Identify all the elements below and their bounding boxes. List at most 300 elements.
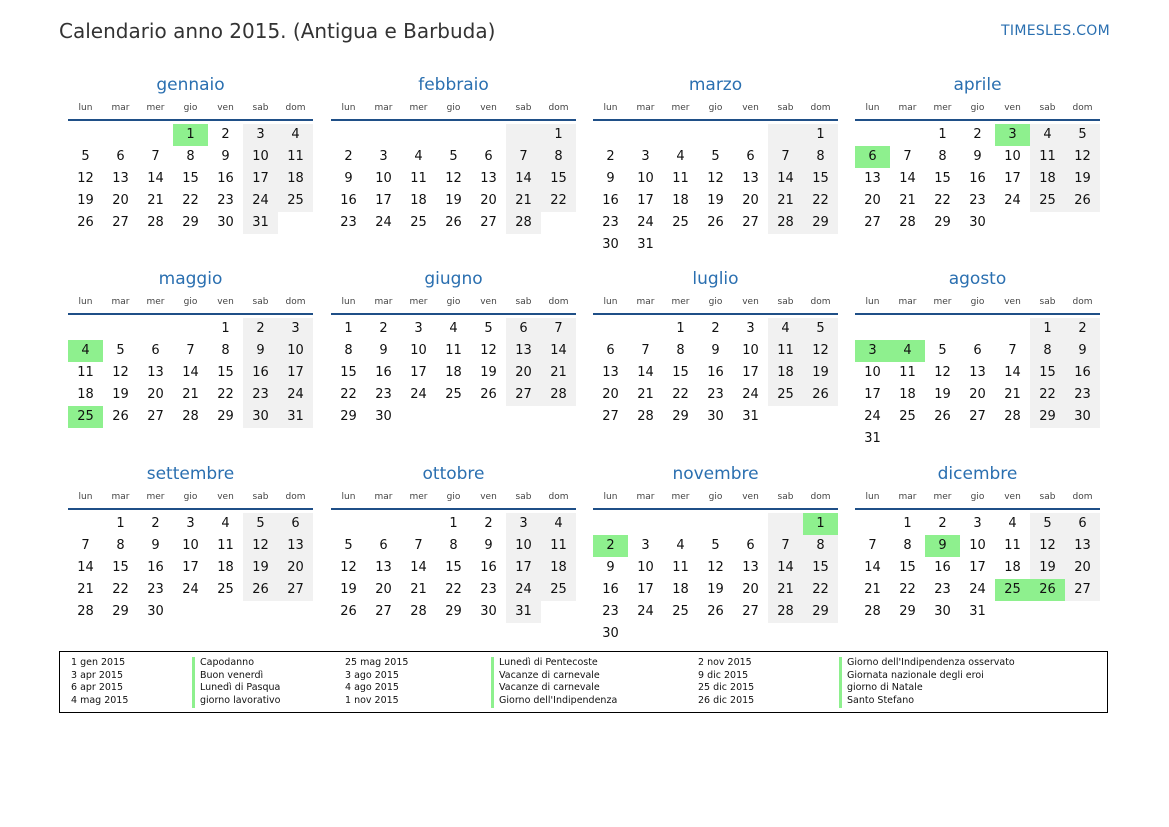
- day-cell: 21: [182, 387, 199, 402]
- day-cell: 22: [672, 387, 689, 402]
- empty-cell: [628, 513, 663, 535]
- weekday-label: dom: [548, 297, 569, 307]
- empty-cell: [1030, 428, 1065, 450]
- day-cell: 10: [1004, 149, 1021, 164]
- month-ottobre: [331, 464, 576, 623]
- month-novembre: [593, 464, 838, 645]
- day-cell: 14: [899, 171, 916, 186]
- weekday-label: mer: [146, 492, 165, 502]
- day-cell: 8: [1030, 340, 1065, 362]
- weekday-label: sab: [252, 103, 269, 113]
- weekday-label: mer: [671, 103, 690, 113]
- month-name: febbraio: [418, 75, 489, 95]
- day-cell: 27: [1065, 579, 1100, 601]
- day-cell: 16: [243, 362, 278, 384]
- day-cell: 11: [672, 560, 689, 575]
- day-cell: 17: [969, 560, 986, 575]
- day-cell: 10: [637, 171, 654, 186]
- day-grid: [331, 318, 576, 428]
- day-cell: 14: [506, 168, 541, 190]
- day-cell: 12: [445, 171, 462, 186]
- day-cell: 12: [77, 171, 94, 186]
- weekday-label: mer: [146, 297, 165, 307]
- month-name: dicembre: [937, 464, 1018, 484]
- day-cell: 3: [186, 516, 195, 531]
- month-luglio: [593, 269, 838, 428]
- weekday-header: [68, 101, 313, 121]
- day-cell: 6: [746, 538, 755, 553]
- month-settembre: [68, 464, 313, 623]
- day-cell: 31: [243, 212, 278, 234]
- day-cell: 23: [934, 582, 951, 597]
- weekday-label: mer: [409, 492, 428, 502]
- day-cell: 9: [711, 343, 720, 358]
- empty-cell: [243, 601, 278, 623]
- empty-cell: [890, 318, 925, 340]
- day-cell: 8: [541, 146, 576, 168]
- day-cell: 5: [81, 149, 90, 164]
- weekday-label: ven: [1004, 492, 1021, 502]
- day-cell: 9: [379, 343, 388, 358]
- weekday-label: gio: [183, 103, 198, 113]
- day-cell: 10: [410, 343, 427, 358]
- day-cell: 27: [375, 604, 392, 619]
- weekday-label: dom: [1072, 492, 1093, 502]
- empty-cell: [541, 406, 576, 428]
- day-cell: 3: [973, 516, 982, 531]
- day-cell: 25: [672, 215, 689, 230]
- day-cell: 10: [182, 538, 199, 553]
- day-cell: 17: [410, 365, 427, 380]
- day-cell: 13: [969, 365, 986, 380]
- day-cell: 4: [449, 321, 458, 336]
- weekday-label: sab: [515, 492, 532, 502]
- day-cell: 5: [1030, 513, 1065, 535]
- day-cell: 11: [445, 343, 462, 358]
- weekday-label: gio: [183, 492, 198, 502]
- day-cell: 5: [243, 513, 278, 535]
- day-cell: 4: [676, 538, 685, 553]
- day-cell: 22: [217, 387, 234, 402]
- weekday-label: mer: [933, 492, 952, 502]
- day-cell: 15: [672, 365, 689, 380]
- day-cell: 27: [969, 409, 986, 424]
- day-cell: 17: [637, 193, 654, 208]
- day-cell: 27: [602, 409, 619, 424]
- day-cell: 7: [151, 149, 160, 164]
- day-cell: 4: [1008, 516, 1017, 531]
- day-cell: 3: [641, 538, 650, 553]
- day-cell: 24: [506, 579, 541, 601]
- day-cell: 16: [969, 171, 986, 186]
- empty-cell: [471, 406, 506, 428]
- day-cell: 9: [1065, 340, 1100, 362]
- day-cell: 19: [445, 193, 462, 208]
- day-cell: 29: [445, 604, 462, 619]
- empty-cell: [768, 406, 803, 428]
- day-cell: 9: [606, 171, 615, 186]
- day-cell: 24: [410, 387, 427, 402]
- day-cell: 30: [375, 409, 392, 424]
- weekday-label: gio: [970, 492, 985, 502]
- empty-cell: [506, 124, 541, 146]
- empty-cell: [698, 623, 733, 645]
- holiday-date: 6 apr 2015: [71, 682, 124, 694]
- day-cell: 27: [742, 604, 759, 619]
- day-cell: 14: [182, 365, 199, 380]
- day-cell: 14: [147, 171, 164, 186]
- day-cell: 17: [506, 557, 541, 579]
- empty-cell: [733, 513, 768, 535]
- weekday-label: lun: [603, 492, 618, 502]
- day-cell: 29: [112, 604, 129, 619]
- day-cell: 19: [340, 582, 357, 597]
- day-cell: 26: [480, 387, 497, 402]
- month-name: gennaio: [156, 75, 225, 95]
- empty-cell: [663, 513, 698, 535]
- day-cell: 2: [151, 516, 160, 531]
- day-cell: 5: [484, 321, 493, 336]
- day-cell: 21: [768, 190, 803, 212]
- day-cell: 6: [1065, 513, 1100, 535]
- empty-cell: [768, 623, 803, 645]
- day-cell: 16: [1065, 362, 1100, 384]
- day-cell: 28: [768, 601, 803, 623]
- day-cell: 17: [1004, 171, 1021, 186]
- day-cell: 7: [868, 538, 877, 553]
- weekday-label: mer: [409, 297, 428, 307]
- weekday-label: ven: [217, 297, 234, 307]
- day-cell: 13: [147, 365, 164, 380]
- weekday-header: [68, 295, 313, 315]
- empty-cell: [733, 124, 768, 146]
- day-cell: 25: [995, 579, 1030, 601]
- month-name: giugno: [424, 269, 483, 289]
- holiday-date: 25 mag 2015: [345, 657, 409, 668]
- day-cell: 6: [855, 146, 890, 168]
- weekday-label: lun: [78, 492, 93, 502]
- day-grid: [331, 124, 576, 234]
- day-cell: 24: [637, 215, 654, 230]
- weekday-label: gio: [970, 297, 985, 307]
- day-cell: 4: [68, 340, 103, 362]
- empty-cell: [628, 124, 663, 146]
- day-cell: 19: [480, 365, 497, 380]
- holiday-date-column: [698, 657, 754, 708]
- day-cell: 24: [278, 384, 313, 406]
- day-cell: 5: [1065, 124, 1100, 146]
- day-cell: 5: [711, 149, 720, 164]
- day-cell: 10: [506, 535, 541, 557]
- month-gennaio: [68, 75, 313, 234]
- day-cell: 13: [742, 171, 759, 186]
- day-cell: 17: [278, 362, 313, 384]
- day-cell: 1: [803, 124, 838, 146]
- empty-cell: [768, 513, 803, 535]
- day-cell: 21: [864, 582, 881, 597]
- weekday-label: mar: [111, 103, 130, 113]
- day-cell: 8: [221, 343, 230, 358]
- day-cell: 18: [672, 582, 689, 597]
- weekday-label: gio: [446, 103, 461, 113]
- day-cell: 15: [803, 557, 838, 579]
- day-cell: 22: [934, 193, 951, 208]
- day-cell: 14: [768, 557, 803, 579]
- month-name: agosto: [948, 269, 1007, 289]
- day-cell: 24: [742, 387, 759, 402]
- day-cell: 19: [803, 362, 838, 384]
- day-cell: 1: [903, 516, 912, 531]
- day-cell: 9: [221, 149, 230, 164]
- day-cell: 31: [278, 406, 313, 428]
- day-cell: 15: [1030, 362, 1065, 384]
- day-cell: 28: [182, 409, 199, 424]
- day-cell: 12: [803, 340, 838, 362]
- day-cell: 2: [593, 535, 628, 557]
- day-cell: 13: [742, 560, 759, 575]
- day-cell: 1: [449, 516, 458, 531]
- day-cell: 19: [77, 193, 94, 208]
- day-cell: 21: [506, 190, 541, 212]
- weekday-label: lun: [865, 103, 880, 113]
- empty-cell: [960, 318, 995, 340]
- empty-cell: [138, 318, 173, 340]
- day-cell: 2: [344, 149, 353, 164]
- day-cell: 27: [506, 384, 541, 406]
- day-grid: [68, 513, 313, 623]
- day-cell: 6: [379, 538, 388, 553]
- day-cell: 3: [855, 340, 890, 362]
- month-agosto: [855, 269, 1100, 450]
- holiday-name: Giorno dell'Indipendenza: [491, 695, 617, 708]
- empty-cell: [803, 623, 838, 645]
- day-cell: 29: [672, 409, 689, 424]
- day-cell: 17: [742, 365, 759, 380]
- weekday-label: sab: [1039, 492, 1056, 502]
- weekday-label: sab: [1039, 103, 1056, 113]
- day-cell: 28: [1004, 409, 1021, 424]
- day-cell: 6: [746, 149, 755, 164]
- weekday-header: [68, 490, 313, 510]
- day-cell: 10: [969, 538, 986, 553]
- day-cell: 18: [278, 168, 313, 190]
- holiday-date: 3 apr 2015: [71, 669, 124, 681]
- month-name: marzo: [688, 75, 743, 95]
- day-cell: 18: [217, 560, 234, 575]
- weekday-label: mar: [636, 297, 655, 307]
- day-cell: 17: [375, 193, 392, 208]
- day-cell: 8: [938, 149, 947, 164]
- day-cell: 22: [182, 193, 199, 208]
- day-cell: 19: [112, 387, 129, 402]
- day-cell: 4: [541, 513, 576, 535]
- month-name: aprile: [953, 75, 1002, 95]
- day-cell: 7: [1008, 343, 1017, 358]
- day-cell: 30: [147, 604, 164, 619]
- brand-logo-link[interactable]: TIMESLES.COM: [1001, 23, 1110, 39]
- day-cell: 16: [602, 582, 619, 597]
- holiday-legend: [59, 651, 1108, 713]
- empty-cell: [1065, 601, 1100, 623]
- empty-cell: [995, 212, 1030, 234]
- day-cell: 30: [480, 604, 497, 619]
- weekday-label: mar: [374, 103, 393, 113]
- weekday-label: ven: [742, 103, 759, 113]
- weekday-label: dom: [285, 492, 306, 502]
- day-cell: 23: [602, 604, 619, 619]
- day-cell: 22: [899, 582, 916, 597]
- day-cell: 15: [899, 560, 916, 575]
- day-cell: 9: [973, 149, 982, 164]
- weekday-label: sab: [252, 492, 269, 502]
- empty-cell: [593, 124, 628, 146]
- day-cell: 7: [81, 538, 90, 553]
- weekday-label: sab: [515, 103, 532, 113]
- day-cell: 6: [606, 343, 615, 358]
- empty-cell: [103, 318, 138, 340]
- day-cell: 28: [864, 604, 881, 619]
- empty-cell: [366, 513, 401, 535]
- day-cell: 2: [973, 127, 982, 142]
- day-grid: [68, 124, 313, 234]
- day-cell: 22: [1030, 384, 1065, 406]
- holiday-date-column: [71, 657, 128, 708]
- weekday-label: ven: [217, 103, 234, 113]
- day-cell: 27: [278, 579, 313, 601]
- day-cell: 23: [243, 384, 278, 406]
- day-cell: 2: [938, 516, 947, 531]
- day-cell: 22: [340, 387, 357, 402]
- day-cell: 6: [151, 343, 160, 358]
- weekday-label: mar: [898, 492, 917, 502]
- day-cell: 15: [182, 171, 199, 186]
- day-cell: 12: [1065, 146, 1100, 168]
- empty-cell: [278, 212, 313, 234]
- weekday-label: gio: [446, 297, 461, 307]
- holiday-date: 25 dic 2015: [698, 682, 755, 694]
- weekday-label: mer: [933, 103, 952, 113]
- day-grid: [593, 513, 838, 645]
- day-cell: 14: [541, 340, 576, 362]
- day-cell: 2: [379, 321, 388, 336]
- day-cell: 12: [707, 171, 724, 186]
- day-cell: 31: [506, 601, 541, 623]
- day-cell: 1: [676, 321, 685, 336]
- day-cell: 20: [480, 193, 497, 208]
- day-cell: 5: [711, 538, 720, 553]
- day-cell: 1: [116, 516, 125, 531]
- empty-cell: [593, 513, 628, 535]
- day-cell: 1: [803, 513, 838, 535]
- empty-cell: [436, 124, 471, 146]
- empty-cell: [506, 406, 541, 428]
- day-cell: 16: [934, 560, 951, 575]
- day-cell: 21: [637, 387, 654, 402]
- day-cell: 12: [707, 560, 724, 575]
- empty-cell: [890, 124, 925, 146]
- day-cell: 30: [602, 237, 619, 252]
- day-cell: 2: [711, 321, 720, 336]
- month-marzo: [593, 75, 838, 256]
- day-cell: 9: [606, 560, 615, 575]
- day-cell: 20: [375, 582, 392, 597]
- empty-cell: [173, 318, 208, 340]
- day-cell: 29: [340, 409, 357, 424]
- day-cell: 27: [112, 215, 129, 230]
- day-cell: 1: [173, 124, 208, 146]
- day-cell: 23: [1065, 384, 1100, 406]
- day-cell: 7: [641, 343, 650, 358]
- weekday-label: gio: [708, 103, 723, 113]
- day-grid: [855, 318, 1100, 450]
- day-cell: 10: [742, 343, 759, 358]
- day-cell: 1: [1030, 318, 1065, 340]
- day-cell: 25: [410, 215, 427, 230]
- day-cell: 29: [803, 212, 838, 234]
- empty-cell: [925, 318, 960, 340]
- day-cell: 4: [414, 149, 423, 164]
- empty-cell: [401, 406, 436, 428]
- day-cell: 21: [147, 193, 164, 208]
- day-cell: 25: [768, 384, 803, 406]
- day-cell: 10: [243, 146, 278, 168]
- day-cell: 25: [217, 582, 234, 597]
- weekday-label: sab: [777, 103, 794, 113]
- day-cell: 1: [541, 124, 576, 146]
- day-cell: 13: [506, 340, 541, 362]
- day-cell: 15: [112, 560, 129, 575]
- day-cell: 19: [707, 193, 724, 208]
- month-maggio: [68, 269, 313, 428]
- weekday-label: mer: [146, 103, 165, 113]
- holiday-name: Giorno dell'Indipendenza osservato: [839, 657, 1015, 670]
- weekday-label: mar: [636, 103, 655, 113]
- empty-cell: [995, 601, 1030, 623]
- weekday-label: dom: [1072, 103, 1093, 113]
- weekday-label: lun: [865, 492, 880, 502]
- day-cell: 24: [243, 190, 278, 212]
- empty-cell: [278, 601, 313, 623]
- month-name: novembre: [672, 464, 759, 484]
- day-cell: 3: [414, 321, 423, 336]
- empty-cell: [471, 124, 506, 146]
- day-cell: 26: [1065, 190, 1100, 212]
- day-cell: 31: [742, 409, 759, 424]
- weekday-label: mar: [374, 492, 393, 502]
- empty-cell: [803, 406, 838, 428]
- day-cell: 5: [803, 318, 838, 340]
- day-cell: 6: [506, 318, 541, 340]
- weekday-label: dom: [548, 103, 569, 113]
- day-cell: 25: [899, 409, 916, 424]
- holiday-date: 4 ago 2015: [345, 682, 399, 694]
- day-cell: 23: [217, 193, 234, 208]
- day-cell: 5: [938, 343, 947, 358]
- day-cell: 29: [182, 215, 199, 230]
- weekday-label: lun: [603, 103, 618, 113]
- day-cell: 20: [742, 193, 759, 208]
- holiday-name-column: [491, 657, 617, 708]
- day-cell: 30: [602, 626, 619, 641]
- month-giugno: [331, 269, 576, 428]
- day-cell: 10: [637, 560, 654, 575]
- empty-cell: [995, 428, 1030, 450]
- day-cell: 28: [768, 212, 803, 234]
- day-cell: 30: [934, 604, 951, 619]
- day-grid: [855, 124, 1100, 234]
- holiday-name: giorno di Natale: [839, 682, 1015, 695]
- day-cell: 18: [445, 365, 462, 380]
